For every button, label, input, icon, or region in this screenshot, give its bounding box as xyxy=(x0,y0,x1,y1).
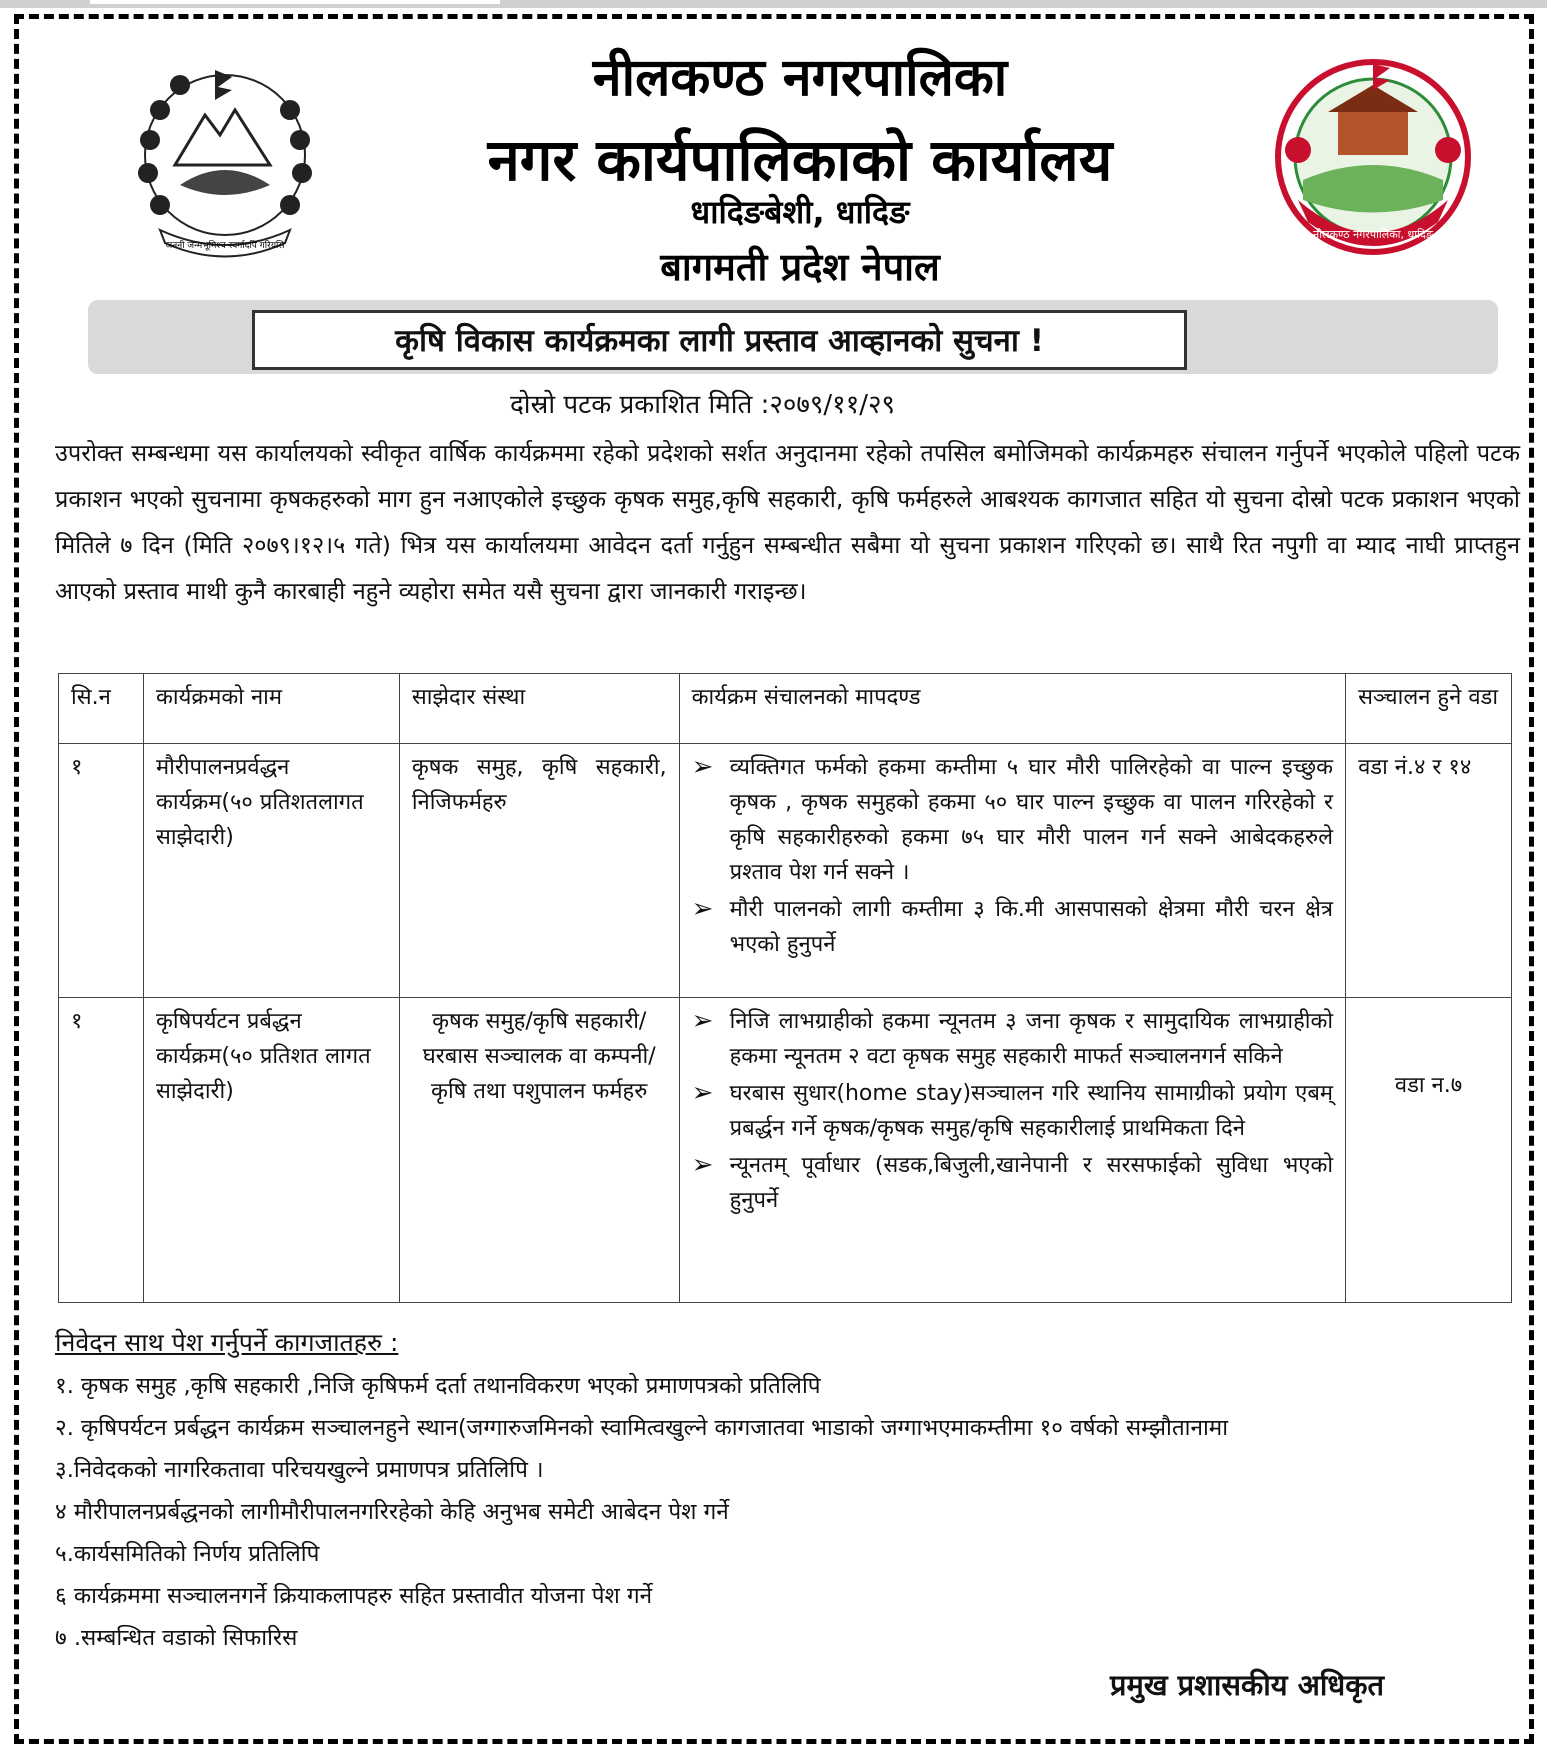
arrow-bullet-icon: ➢ xyxy=(691,1150,714,1180)
col-header-partner: साझेदार संस्था xyxy=(399,674,679,744)
row-program-name: मौरीपालनप्रर्वद्धन कार्यक्रम(५० प्रतिशतलागत साझेदारी) xyxy=(143,744,399,998)
arrow-bullet-icon: ➢ xyxy=(691,1078,714,1108)
office-address: धादिङबेशी, धादिङ xyxy=(690,193,910,231)
document-item: ३.निवेदकको नागरिकतावा परिचयखुल्ने प्रमाणपत्र प्रतिलिपि । xyxy=(55,1457,544,1483)
nepal-government-emblem-icon xyxy=(120,55,330,265)
criteria-item xyxy=(692,892,1333,962)
row-ward: वडा न.७ xyxy=(1346,998,1512,1303)
province-country: बागमती प्रदेश नेपाल xyxy=(660,245,940,289)
row-partner: कृषक समुह, कृषि सहकारी, निजिफर्महरु xyxy=(399,744,679,998)
arrow-bullet-icon: ➢ xyxy=(691,1006,714,1036)
table-row xyxy=(59,998,1512,1303)
row-ward: वडा नं.४ र १४ xyxy=(1346,744,1512,998)
row-criteria xyxy=(679,998,1345,1303)
col-header-sn: सि.न xyxy=(59,674,144,744)
documents-list xyxy=(55,1365,1525,1659)
program-table xyxy=(58,673,1512,1303)
col-header-criteria: कार्यक्रम संचालनको मापदण्ड xyxy=(679,674,1345,744)
signatory-title: प्रमुख प्रशासकीय अधिकृत xyxy=(1110,1668,1385,1702)
table-row xyxy=(59,744,1512,998)
row-partner: कृषक समुह/कृषि सहकारी/घरबास सञ्चालक वा कम्पनी/ कृषि तथा पशुपालन फर्महरु xyxy=(399,998,679,1303)
document-item: ५.कार्यसमितिको निर्णय प्रतिलिपि xyxy=(55,1541,320,1567)
document-item: १. कृषक समुह ,कृषि सहकारी ,निजि कृषिफर्म दर्ता तथानविकरण भएको प्रमाणपत्रको प्रतिलिपि xyxy=(55,1373,821,1399)
document-item: ६ कार्यक्रममा सञ्चालनगर्ने क्रियाकलापहरु सहित प्रस्तावीत योजना पेश गर्ने xyxy=(55,1583,653,1609)
municipality-name: नीलकण्ठ नगरपालिका xyxy=(592,48,1008,108)
document-item: ७ .सम्बन्धित वडाको सिफारिस xyxy=(55,1625,298,1651)
arrow-bullet-icon: ➢ xyxy=(691,752,714,782)
document-item: २. कृषिपर्यटन प्रर्बद्धन कार्यक्रम सञ्चालनहुने स्थान(जग्गारुजमिनको स्वामित्वखुल्ने कागजातवा भाडाको जग्गाभएमाकम्तीमा १० वर्षको सम्झौतानामा xyxy=(55,1415,1229,1441)
col-header-name: कार्यक्रमको नाम xyxy=(143,674,399,744)
table-header-row xyxy=(59,674,1512,744)
row-sn: १ xyxy=(59,998,144,1303)
office-name: नगर कार्यपालिकाको कार्यालय xyxy=(487,126,1113,194)
criteria-text: घरबास सुधार(home stay)सञ्चालन गरि स्थानिय सामाग्रीको प्रयोग एबम् प्रबर्द्धन गर्ने कृषक/कृषक समुह/कृषि सहकारीलाई प्राथमिकता दिने xyxy=(729,1081,1334,1141)
emblem-motto: जननी जन्मभूमिश्च स्वर्गादपि गरियसि xyxy=(165,241,285,251)
document-item: ४ मौरीपालनप्रर्बद्धनको लागीमौरीपालनगरिरहेको केहि अनुभब समेटी आबेदन पेश गर्ने xyxy=(55,1499,729,1525)
criteria-item xyxy=(692,750,1333,890)
criteria-item xyxy=(692,1148,1333,1218)
row-program-name: कृषिपर्यटन प्रर्बद्धन कार्यक्रम(५० प्रतिशत लागत साझेदारी) xyxy=(143,998,399,1303)
criteria-text: न्यूनतम् पूर्वाधार (सडक,बिजुली,खानेपानी र सरसफाईको सुविधा भएको हुनुपर्ने xyxy=(729,1153,1334,1213)
col-header-ward: सञ्चालन हुने वडा xyxy=(1346,674,1512,744)
row-criteria xyxy=(679,744,1345,998)
criteria-text: निजि लाभग्राहीको हकमा न्यूनतम ३ जना कृषक र सामुदायिक लाभग्राहीको हकमा न्यूनतम २ वटा कृषक समुह सहकारी माफर्त सञ्चालनगर्न सकिने xyxy=(729,1009,1334,1069)
intro-paragraph xyxy=(55,430,1520,614)
criteria-item xyxy=(692,1076,1333,1146)
top-strip-gap xyxy=(90,0,500,4)
municipality-logo-icon xyxy=(1258,50,1488,265)
publish-date: दोस्रो पटक प्रकाशित मिति :२०७९/११/२९ xyxy=(510,390,896,420)
intro-text: उपरोक्त सम्बन्धमा यस कार्यालयको स्वीकृत वार्षिक कार्यक्रममा रहेको प्रदेशको सर्शत अनुदानमा रहेको तपसिल बमोजिमको कार्यक्रमहरु संचालन गर्नुपर्ने भएकोले पहिलो पटक प्रकाशन भएको सुचनामा कृषकहरुको माग हुन नआएकोले इच्छुक कृषक समुह,कृषि सहकारी, कृषि फर्महरुले आबश्यक कागजात सहित यो सुचना दोस्रो पटक प्रकाशन भएको मितिले ७ दिन (मिति २०७९।१२।५ गते) भित्र यस कार्यालयमा आवेदन दर्ता गर्नुहुन सम्बन्धीत सबैमा यो सुचना प्रकाशन गरिएको छ। साथै रित नपुगी वा म्याद नाघी प्राप्तहुन आएको प्रस्ताव माथी कुनै कारबाही नहुने व्यहोरा समेत यसै सुचना द्वारा जानकारी गराइन्छ। xyxy=(55,439,1520,605)
row-sn: १ xyxy=(59,744,144,998)
criteria-text: व्यक्तिगत फर्मको हकमा कम्तीमा ५ घार मौरी पालिरहेको वा पाल्न इच्छुक कृषक , कृषक समुहको हकमा ५० घार पाल्न इच्छुक वा पालन गरिरहेको र कृषि सहकारीहरुको हकमा ७५ घार मौरी पालन गर्न सक्ने आबेदकहरुले प्रश्ताव पेश गर्न सक्ने । xyxy=(729,755,1334,885)
logo-caption: नीलकण्ठ नगरपालिका, धादिङ xyxy=(1313,228,1433,241)
documents-title: निवेदन साथ पेश गर्नुपर्ने कागजातहरु : xyxy=(55,1328,399,1357)
criteria-text: मौरी पालनको लागी कम्तीमा ३ कि.मी आसपासको क्षेत्रमा मौरी चरन क्षेत्र भएको हुनुपर्ने xyxy=(729,897,1334,957)
notice-title: कृषि विकास कार्यक्रमका लागी प्रस्ताव आव्हानको सुचना ! xyxy=(252,310,1187,370)
arrow-bullet-icon: ➢ xyxy=(691,894,714,924)
criteria-item xyxy=(692,1004,1333,1074)
